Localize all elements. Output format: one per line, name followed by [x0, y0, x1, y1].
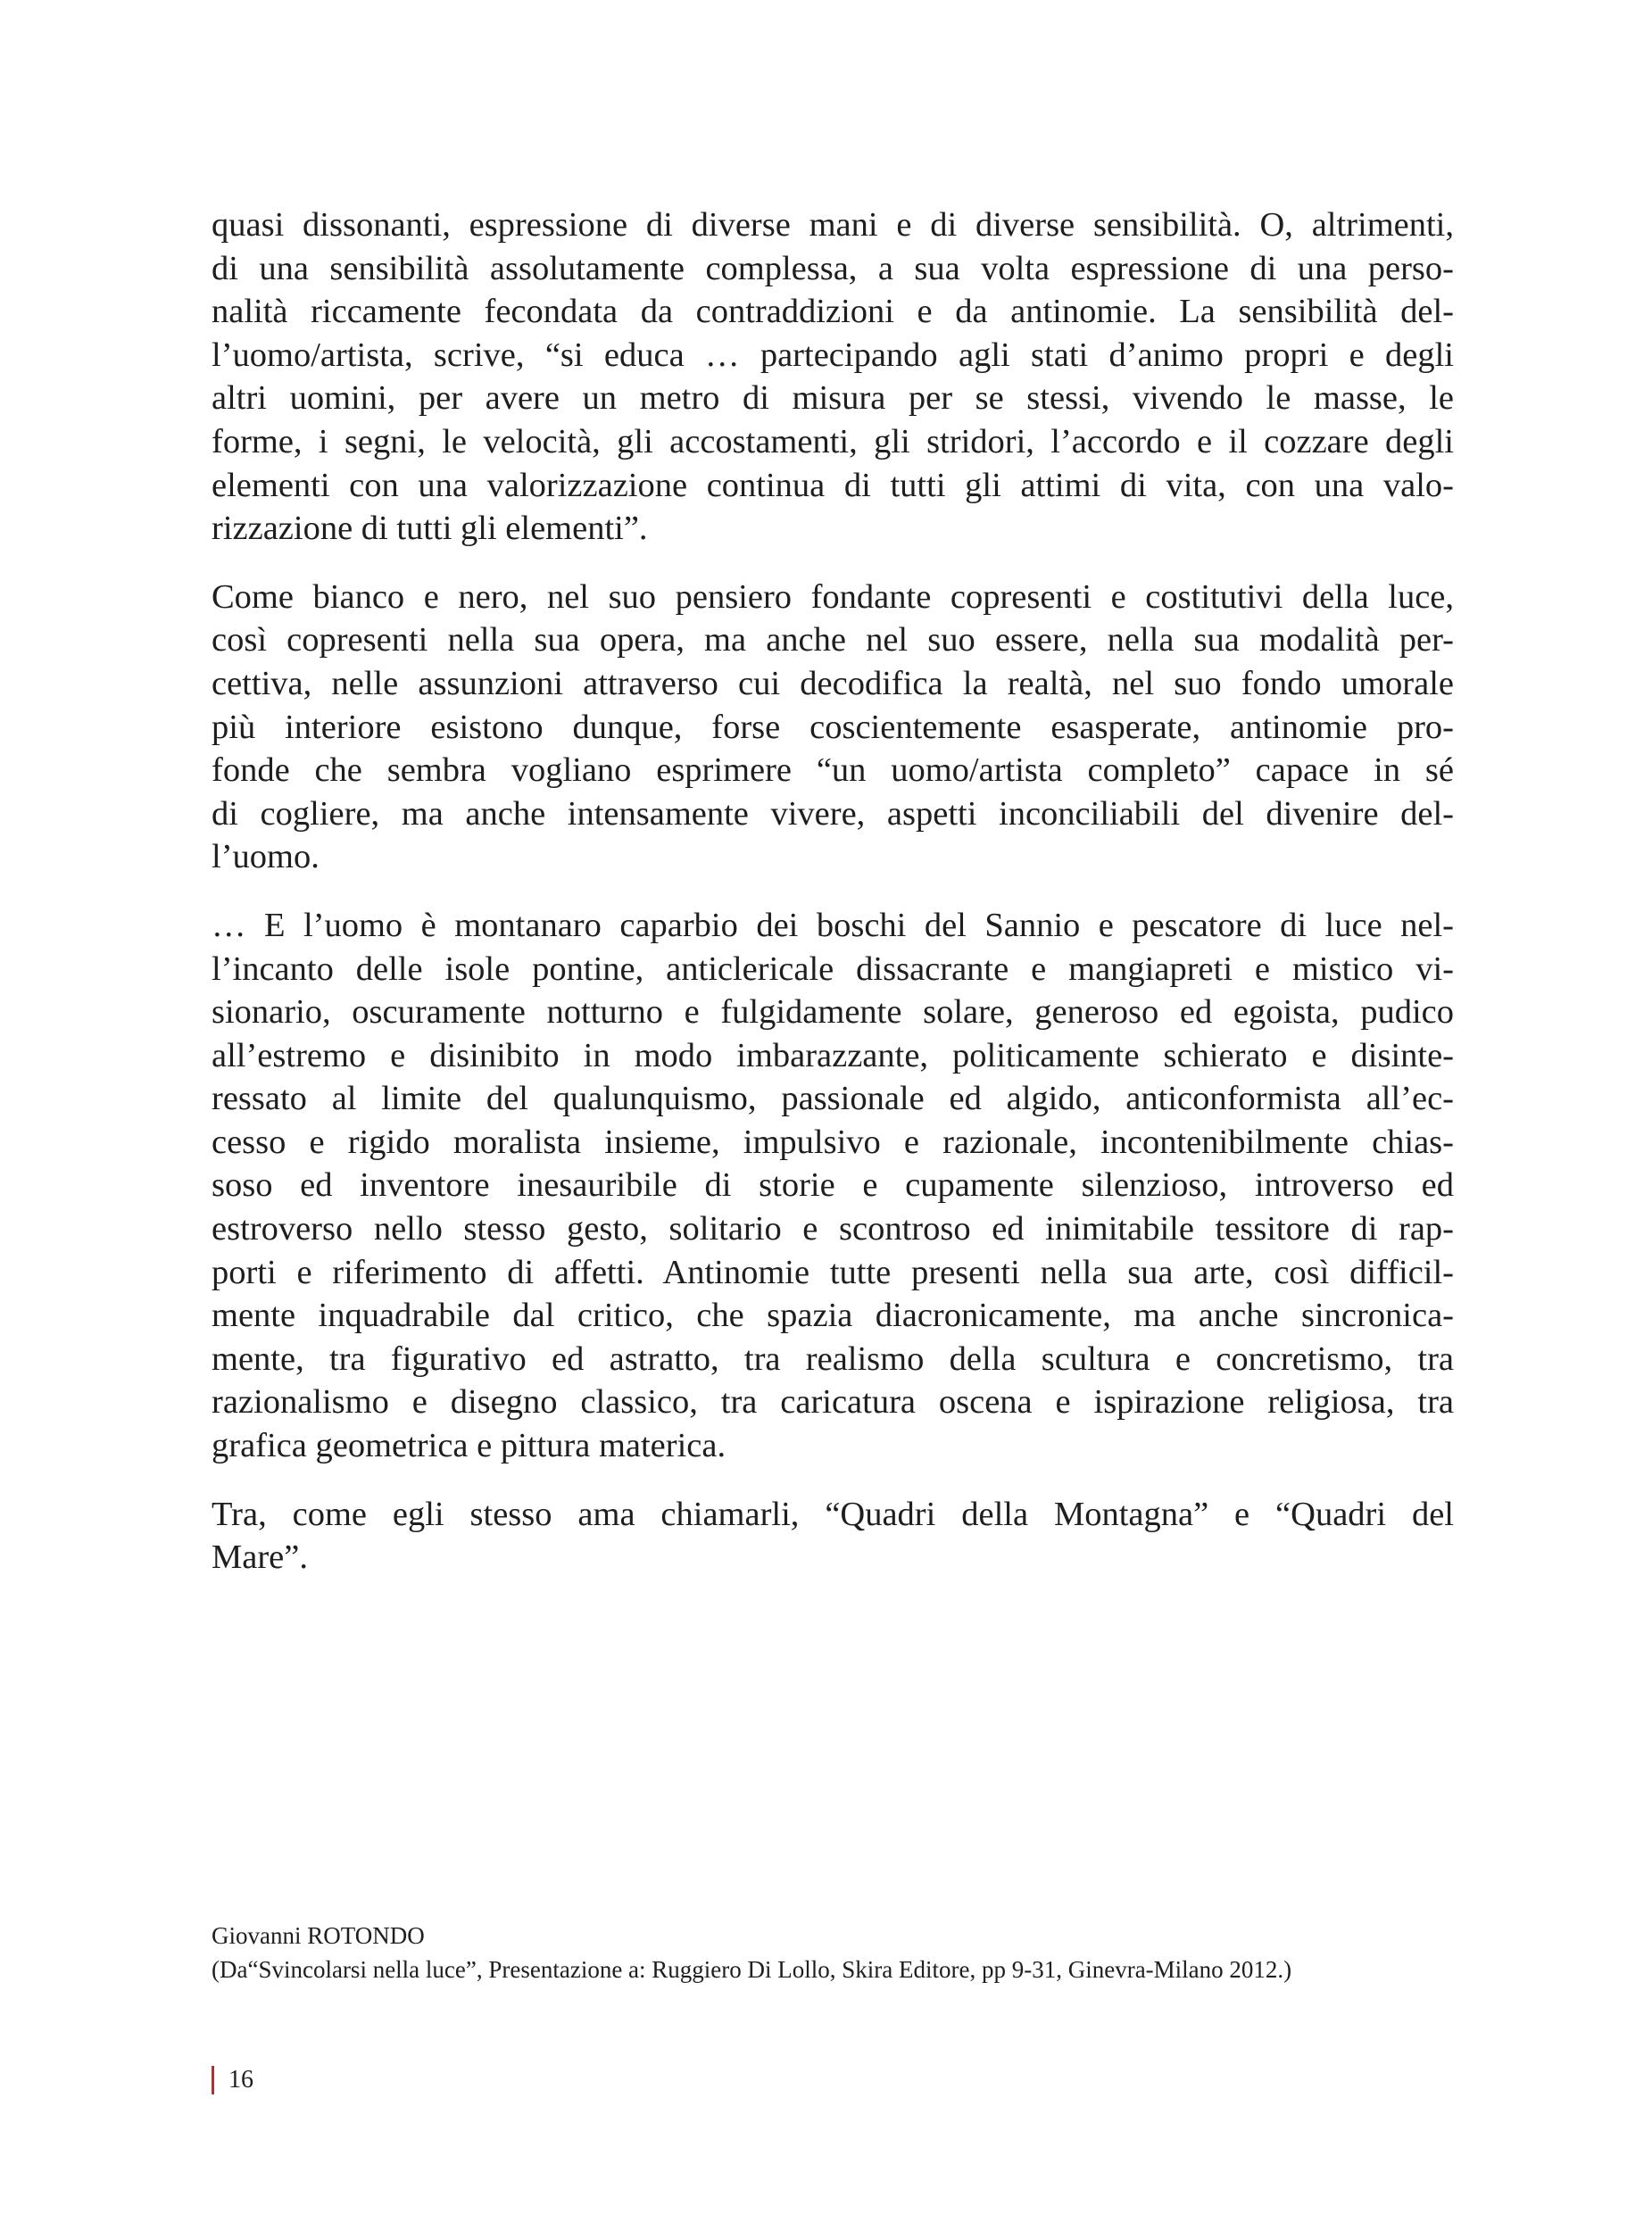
- text-line: estroverso nello stesso gesto, solitario e scontroso ed inimitabile tessitore di rap-: [212, 1210, 1454, 1248]
- paragraph: [212, 1493, 1454, 1580]
- text-line: Come bianco e nero, nel suo pensiero fondante copresenti e costitutivi della luce,: [212, 577, 1454, 616]
- text-line: cettiva, nelle assunzioni attraverso cui decodifica la realtà, nel suo fondo umorale: [212, 664, 1454, 702]
- text-line: forme, i segni, le velocità, gli accostamenti, gli stridori, l’accordo e il cozzare degli: [212, 422, 1454, 460]
- text-line: di cogliere, ma anche intensamente vivere, aspetti inconciliabili del divenire del-: [212, 794, 1454, 833]
- text-line: mente, tra figurativo ed astratto, tra realismo della scultura e concretismo, tra: [212, 1339, 1454, 1378]
- text-line: Mare”.: [212, 1538, 308, 1577]
- text-line: elementi con una valorizzazione continua di tutti gli attimi di vita, con una valo-: [212, 466, 1454, 504]
- source-citation: (Da“Svincolarsi nella luce”, Presentazione a: Ruggiero Di Lollo, Skira Editore, pp 9-31, Ginevra-Milano 2012.): [212, 1956, 1292, 1983]
- text-line: altri uomini, per avere un metro di misura per se stessi, vivendo le masse, le: [212, 379, 1454, 418]
- body-text: [212, 203, 1454, 1605]
- text-line: l’uomo/artista, scrive, “si educa … partecipando agli stati d’animo propri e degli: [212, 336, 1454, 374]
- text-line: più interiore esistono dunque, forse coscientemente esasperate, antinomie pro-: [212, 708, 1454, 746]
- text-line: grafica geometrica e pittura materica.: [212, 1427, 726, 1465]
- page-number: 16: [228, 2066, 253, 2094]
- text-line: soso ed inventore inesauribile di storie e cupamente silenzioso, introverso ed: [212, 1166, 1454, 1205]
- text-line: di una sensibilità assolutamente complessa, a sua volta espressione di una perso-: [212, 249, 1454, 287]
- text-line: quasi dissonanti, espressione di diverse mani e di diverse sensibilità. O, altrimenti,: [212, 206, 1454, 244]
- text-line: … E l’uomo è montanaro caparbio dei boschi del Sannio e pescatore di luce nel-: [212, 906, 1454, 944]
- text-line: fonde che sembra vogliano esprimere “un uomo/artista completo” capace in sé: [212, 751, 1454, 790]
- page-footer: [212, 2065, 253, 2095]
- text-line: rizzazione di tutti gli elementi”.: [212, 510, 648, 548]
- text-line: così copresenti nella sua opera, ma anche nel suo essere, nella sua modalità per-: [212, 621, 1454, 659]
- text-line: l’uomo.: [212, 838, 320, 876]
- text-line: nalità riccamente fecondata da contraddizioni e da antinomie. La sensibilità del-: [212, 293, 1454, 331]
- text-line: razionalismo e disegno classico, tra caricatura oscena e ispirazione religiosa, tra: [212, 1383, 1454, 1422]
- folio-rule: [212, 2066, 214, 2094]
- paragraph: [212, 904, 1454, 1468]
- text-line: cesso e rigido moralista insieme, impulsivo e razionale, incontenibilmente chias-: [212, 1123, 1454, 1161]
- text-line: sionario, oscuramente notturno e fulgidamente solare, generoso ed egoista, pudico: [212, 993, 1454, 1032]
- text-line: all’estremo e disinibito in modo imbarazzante, politicamente schierato e disinte-: [212, 1036, 1454, 1074]
- text-line: Tra, come egli stesso ama chiamarli, “Quadri della Montagna” e “Quadri del: [212, 1495, 1454, 1533]
- credit-block: [212, 1919, 1291, 1986]
- author-name: Giovanni ROTONDO: [212, 1922, 425, 1949]
- text-line: ressato al limite del qualunquismo, passionale ed algido, anticonformista all’ec-: [212, 1080, 1454, 1118]
- text-line: porti e riferimento di affetti. Antinomie tutte presenti nella sua arte, così difficil-: [212, 1253, 1454, 1291]
- text-line: l’incanto delle isole pontine, anticlericale dissacrante e mangiapreti e mistico vi-: [212, 949, 1454, 988]
- paragraph: [212, 576, 1454, 879]
- text-line: mente inquadrabile dal critico, che spazia diacronicamente, ma anche sincronica-: [212, 1297, 1454, 1335]
- paragraph: [212, 203, 1454, 551]
